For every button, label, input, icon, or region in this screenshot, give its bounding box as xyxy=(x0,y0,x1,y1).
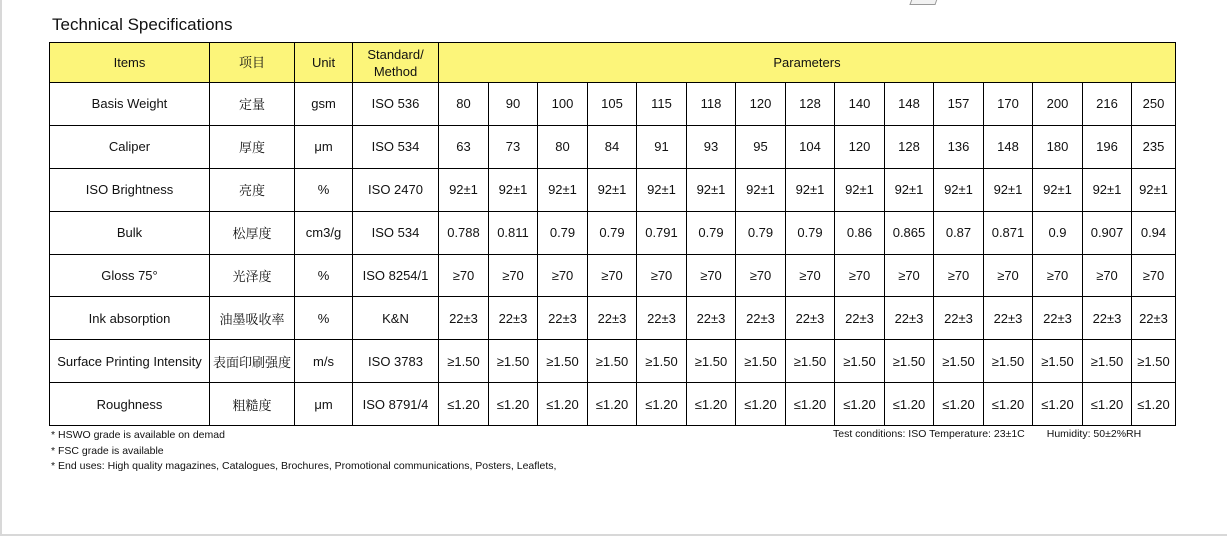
row-standard: ISO 8791/4 xyxy=(353,383,439,426)
row-value-cell: ≥70 xyxy=(786,254,835,297)
row-value-cell: 22±3 xyxy=(489,297,538,340)
row-item-name: ISO Brightness xyxy=(50,168,210,211)
row-value-cell: ≥1.50 xyxy=(984,340,1033,383)
row-value-cell: 148 xyxy=(885,83,934,126)
row-value-cell: 92±1 xyxy=(1083,168,1132,211)
row-value-cell: 140 xyxy=(835,83,885,126)
row-value-cell: ≤1.20 xyxy=(1083,383,1132,426)
row-unit: m/s xyxy=(295,340,353,383)
table-body xyxy=(50,83,1176,426)
table-row xyxy=(50,168,1176,211)
row-value-cell: ≥1.50 xyxy=(885,340,934,383)
row-value-cell: ≥70 xyxy=(984,254,1033,297)
row-value-cell: ≥1.50 xyxy=(489,340,538,383)
note-hswo: * HSWO grade is available on demad xyxy=(51,429,225,441)
row-value-cell: ≥1.50 xyxy=(538,340,588,383)
note-fsc: * FSC grade is available xyxy=(51,444,164,457)
header-unit: Unit xyxy=(295,43,353,83)
row-value-cell: 0.79 xyxy=(588,211,637,254)
row-value-cell: ≤1.20 xyxy=(489,383,538,426)
row-unit: gsm xyxy=(295,83,353,126)
notes xyxy=(51,428,556,475)
row-item-name: Ink absorption xyxy=(50,297,210,340)
row-value-cell: 250 xyxy=(1132,83,1176,126)
row-value-cell: 22±3 xyxy=(984,297,1033,340)
row-value-cell: 93 xyxy=(687,125,736,168)
row-value-cell: 0.907 xyxy=(1083,211,1132,254)
row-standard: K&N xyxy=(353,297,439,340)
row-value-cell: 22±3 xyxy=(885,297,934,340)
row-value-cell: ≤1.20 xyxy=(538,383,588,426)
row-value-cell: ≥1.50 xyxy=(687,340,736,383)
row-value-cell: ≥1.50 xyxy=(439,340,489,383)
row-value-cell: ≥70 xyxy=(489,254,538,297)
row-value-cell: 105 xyxy=(588,83,637,126)
table-row xyxy=(50,125,1176,168)
row-value-cell: 157 xyxy=(934,83,984,126)
row-unit: % xyxy=(295,168,353,211)
row-value-cell: ≥1.50 xyxy=(786,340,835,383)
note-end-uses: * End uses: High quality magazines, Catalogues, Brochures, Promotional communications, Posters, Leaflets, xyxy=(51,460,557,472)
table-row xyxy=(50,340,1176,383)
row-value-cell: 80 xyxy=(538,125,588,168)
row-value-cell: 90 xyxy=(489,83,538,126)
row-item-cn: 厚度 xyxy=(210,125,295,168)
row-value-cell: 0.79 xyxy=(736,211,786,254)
row-value-cell: ≥70 xyxy=(687,254,736,297)
row-value-cell: 0.79 xyxy=(786,211,835,254)
row-value-cell: 95 xyxy=(736,125,786,168)
row-value-cell: 120 xyxy=(835,125,885,168)
spec-table xyxy=(49,42,1176,426)
row-value-cell: ≥1.50 xyxy=(1033,340,1083,383)
row-item-cn: 松厚度 xyxy=(210,211,295,254)
row-standard: ISO 3783 xyxy=(353,340,439,383)
table-row xyxy=(50,211,1176,254)
table-header-row xyxy=(50,43,1176,83)
row-item-cn: 油墨吸收率 xyxy=(210,297,295,340)
row-item-name: Surface Printing Intensity xyxy=(50,340,210,383)
row-unit: % xyxy=(295,254,353,297)
page-title: Technical Specifications xyxy=(52,15,233,34)
row-value-cell: ≥70 xyxy=(1083,254,1132,297)
row-unit: μm xyxy=(295,125,353,168)
row-value-cell: 92±1 xyxy=(885,168,934,211)
row-value-cell: 92±1 xyxy=(736,168,786,211)
row-value-cell: 92±1 xyxy=(1132,168,1176,211)
row-item-name: Gloss 75° xyxy=(50,254,210,297)
row-value-cell: 0.79 xyxy=(538,211,588,254)
row-value-cell: 0.788 xyxy=(439,211,489,254)
row-value-cell: 0.811 xyxy=(489,211,538,254)
row-value-cell: ≤1.20 xyxy=(835,383,885,426)
header-parameters: Parameters xyxy=(439,43,1176,83)
row-value-cell: 22±3 xyxy=(439,297,489,340)
row-unit: μm xyxy=(295,383,353,426)
row-value-cell: 22±3 xyxy=(687,297,736,340)
row-value-cell: ≥1.50 xyxy=(588,340,637,383)
row-standard: ISO 8254/1 xyxy=(353,254,439,297)
row-value-cell: ≤1.20 xyxy=(934,383,984,426)
row-standard: ISO 2470 xyxy=(353,168,439,211)
row-value-cell: ≥70 xyxy=(885,254,934,297)
row-value-cell: 180 xyxy=(1033,125,1083,168)
row-value-cell: 235 xyxy=(1132,125,1176,168)
row-item-cn: 亮度 xyxy=(210,168,295,211)
row-item-name: Roughness xyxy=(50,383,210,426)
row-value-cell: ≤1.20 xyxy=(687,383,736,426)
row-value-cell: 22±3 xyxy=(538,297,588,340)
table-row xyxy=(50,83,1176,126)
row-value-cell: 128 xyxy=(885,125,934,168)
row-standard: ISO 534 xyxy=(353,211,439,254)
row-value-cell: 118 xyxy=(687,83,736,126)
row-value-cell: ≥1.50 xyxy=(736,340,786,383)
header-standard xyxy=(353,43,439,83)
row-value-cell: ≥70 xyxy=(1132,254,1176,297)
row-standard: ISO 534 xyxy=(353,125,439,168)
row-value-cell: ≥70 xyxy=(1033,254,1083,297)
row-value-cell: 91 xyxy=(637,125,687,168)
table-row xyxy=(50,383,1176,426)
row-value-cell: 92±1 xyxy=(439,168,489,211)
table-row xyxy=(50,254,1176,297)
row-value-cell: 63 xyxy=(439,125,489,168)
page-left-edge xyxy=(0,0,2,536)
cropped-top-graphic xyxy=(905,0,1095,6)
row-value-cell: 0.87 xyxy=(934,211,984,254)
row-value-cell: 22±3 xyxy=(1033,297,1083,340)
row-value-cell: ≥1.50 xyxy=(1083,340,1132,383)
header-items: Items xyxy=(50,43,210,83)
row-item-cn: 粗糙度 xyxy=(210,383,295,426)
row-value-cell: 216 xyxy=(1083,83,1132,126)
row-value-cell: 92±1 xyxy=(687,168,736,211)
row-item-name: Basis Weight xyxy=(50,83,210,126)
row-value-cell: 115 xyxy=(637,83,687,126)
row-value-cell: 80 xyxy=(439,83,489,126)
row-value-cell: ≤1.20 xyxy=(637,383,687,426)
row-value-cell: 22±3 xyxy=(934,297,984,340)
row-value-cell: ≥70 xyxy=(439,254,489,297)
row-value-cell: ≤1.20 xyxy=(736,383,786,426)
row-value-cell: 0.79 xyxy=(687,211,736,254)
row-unit: cm3/g xyxy=(295,211,353,254)
row-value-cell: 0.865 xyxy=(885,211,934,254)
row-value-cell: ≥1.50 xyxy=(835,340,885,383)
cropped-shape xyxy=(909,0,938,5)
row-item-cn: 定量 xyxy=(210,83,295,126)
header-items-cn: 项目 xyxy=(210,43,295,83)
row-value-cell: 200 xyxy=(1033,83,1083,126)
row-value-cell: 73 xyxy=(489,125,538,168)
row-value-cell: ≥1.50 xyxy=(934,340,984,383)
row-value-cell: 22±3 xyxy=(835,297,885,340)
row-value-cell: ≥70 xyxy=(934,254,984,297)
row-value-cell: 92±1 xyxy=(984,168,1033,211)
row-item-name: Bulk xyxy=(50,211,210,254)
row-value-cell: 0.94 xyxy=(1132,211,1176,254)
row-unit: % xyxy=(295,297,353,340)
row-value-cell: ≥70 xyxy=(538,254,588,297)
row-value-cell: ≤1.20 xyxy=(984,383,1033,426)
row-standard: ISO 536 xyxy=(353,83,439,126)
row-value-cell: ≥1.50 xyxy=(637,340,687,383)
row-value-cell: 92±1 xyxy=(934,168,984,211)
row-value-cell: ≥70 xyxy=(736,254,786,297)
row-value-cell: 0.871 xyxy=(984,211,1033,254)
row-item-cn: 光泽度 xyxy=(210,254,295,297)
row-value-cell: 22±3 xyxy=(1083,297,1132,340)
row-value-cell: 148 xyxy=(984,125,1033,168)
row-value-cell: 100 xyxy=(538,83,588,126)
row-value-cell: 22±3 xyxy=(1132,297,1176,340)
row-value-cell: 84 xyxy=(588,125,637,168)
row-value-cell: 104 xyxy=(786,125,835,168)
row-value-cell: 22±3 xyxy=(786,297,835,340)
row-value-cell: 92±1 xyxy=(637,168,687,211)
header-standard-line1: Standard/ xyxy=(367,46,424,62)
row-value-cell: ≥70 xyxy=(637,254,687,297)
test-humidity: Humidity: 50±2%RH xyxy=(1046,428,1142,440)
row-value-cell: 170 xyxy=(984,83,1033,126)
row-value-cell: 92±1 xyxy=(1033,168,1083,211)
row-value-cell: 0.86 xyxy=(835,211,885,254)
row-value-cell: 22±3 xyxy=(637,297,687,340)
row-value-cell: 0.791 xyxy=(637,211,687,254)
row-value-cell: ≤1.20 xyxy=(1033,383,1083,426)
table-row xyxy=(50,297,1176,340)
row-value-cell: 92±1 xyxy=(835,168,885,211)
row-value-cell: 120 xyxy=(736,83,786,126)
header-standard-line2: Method xyxy=(373,63,418,79)
row-value-cell: 92±1 xyxy=(538,168,588,211)
row-value-cell: 0.9 xyxy=(1033,211,1083,254)
row-value-cell: ≤1.20 xyxy=(439,383,489,426)
row-value-cell: 196 xyxy=(1083,125,1132,168)
row-value-cell: 92±1 xyxy=(588,168,637,211)
row-value-cell: ≤1.20 xyxy=(786,383,835,426)
row-value-cell: 22±3 xyxy=(588,297,637,340)
row-value-cell: ≥70 xyxy=(835,254,885,297)
row-value-cell: 92±1 xyxy=(489,168,538,211)
row-item-cn: 表面印刷强度 xyxy=(210,340,295,383)
row-item-name: Caliper xyxy=(50,125,210,168)
row-value-cell: ≤1.20 xyxy=(588,383,637,426)
test-temperature: Test conditions: ISO Temperature: 23±1C xyxy=(833,428,1025,440)
row-value-cell: ≥70 xyxy=(588,254,637,297)
row-value-cell: 128 xyxy=(786,83,835,126)
row-value-cell: 22±3 xyxy=(736,297,786,340)
row-value-cell: 136 xyxy=(934,125,984,168)
test-conditions xyxy=(833,428,1141,440)
row-value-cell: ≥1.50 xyxy=(1132,340,1176,383)
row-value-cell: ≤1.20 xyxy=(1132,383,1176,426)
row-value-cell: 92±1 xyxy=(786,168,835,211)
row-value-cell: ≤1.20 xyxy=(885,383,934,426)
